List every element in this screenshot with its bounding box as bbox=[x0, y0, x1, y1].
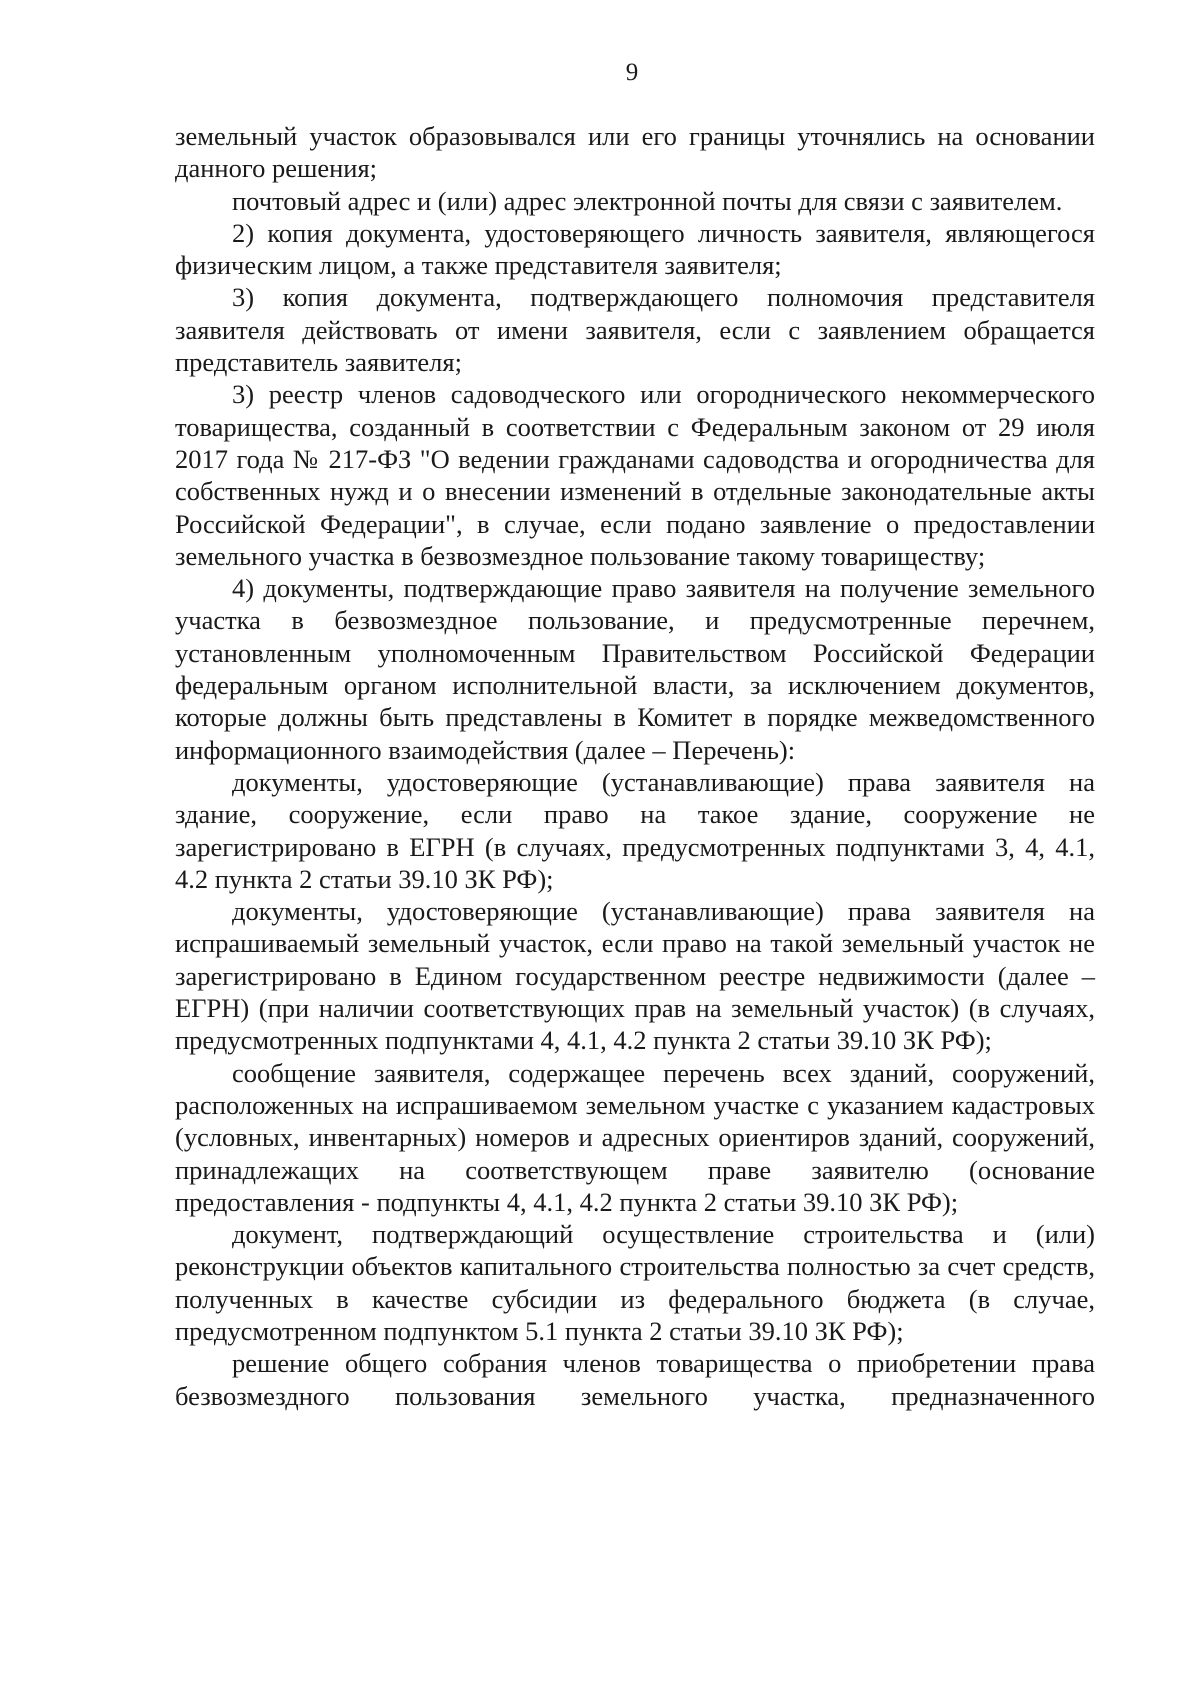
paragraph-item-4-documents: 4) документы, подтверждающие право заявителя на получение земельного участка в безвозмездное пользование, и предусмотренные перечнем, установленным уполномоченным Правительством Российской Федерации федеральным органом исполнительной власти, за исключением документов, которые должны быть представлены в Комитет в порядке межведомственного информационного взаимодействия (далее – Перечень): bbox=[175, 573, 1095, 765]
paragraph-building-rights-documents: документы, удостоверяющие (устанавливающие) права заявителя на здание, сооружение, если право на такое здание, сооружение не зарегистрировано в ЕГРН (в случаях, предусмотренных подпунктами 3, 4, 4.1, 4.2 пункта 2 статьи 39.10 ЗК РФ); bbox=[175, 766, 1095, 894]
paragraph-postal-address: почтовый адрес и (или) адрес электронной почты для связи с заявителем. bbox=[232, 185, 1063, 216]
paragraph-construction-document: документ, подтверждающий осуществление строительства и (или) реконструкции объектов капитального строительства полностью за счет средств, полученных в качестве субсидии из федерального бюджета (в случае, предусмотренном подпунктом 5.1 пункта 2 статьи 39.10 ЗК РФ); bbox=[175, 1219, 1095, 1346]
paragraph-item-3-members-register: 3) реестр членов садоводческого или огороднического некоммерческого товарищества, созданный в соответствии с Федеральным законом от 29 июля 2017 года № 217-ФЗ "О ведении гражданами садоводства и огородничества для собственных нужд и о внесении изменений в отдельные законодательные акты Российской Федерации", в случае, если подано заявление о предоставлении земельного участка в безвозмездное пользование такому товариществу; bbox=[175, 379, 1095, 571]
paragraph-applicant-message: сообщение заявителя, содержащее перечень всех зданий, сооружений, расположенных на испрашиваемом земельном участке с указанием кадастровых (условных, инвентарных) номеров и адресных ориентиров зданий, сооружений, принадлежащих на соответствующем праве заявителю (основание предоставления - подпункты 4, 4.1, 4.2 пункта 2 статьи 39.10 ЗК РФ); bbox=[175, 1057, 1095, 1217]
document-body bbox=[175, 120, 1095, 1412]
paragraph-continuation: земельный участок образовывался или его границы уточнялись на основании данного решения; bbox=[175, 121, 1095, 184]
page-number: 9 bbox=[625, 59, 639, 86]
paragraph-item-2-identity-copy: 2) копия документа, удостоверяющего личность заявителя, являющегося физическим лицом, а также представителя заявителя; bbox=[175, 217, 1095, 281]
paragraph-general-meeting-decision: решение общего собрания членов товарищества о приобретении права безвозмездного пользования земельного участка, предназначенного bbox=[175, 1348, 1095, 1411]
paragraph-item-3-authority-copy: 3) копия документа, подтверждающего полномочия представителя заявителя действовать от имени заявителя, если с заявлением обращается представитель заявителя; bbox=[175, 282, 1095, 378]
paragraph-land-rights-documents: документы, удостоверяющие (устанавливающие) права заявителя на испрашиваемый земельный участок, если право на такой земельный участок не зарегистрировано в Едином государственном реестре недвижимости (далее – ЕГРН) (при наличии соответствующих прав на земельный участок) (в случаях, предусмотренных подпунктами 4, 4.1, 4.2 пункта 2 статьи 39.10 ЗК РФ); bbox=[175, 896, 1095, 1056]
